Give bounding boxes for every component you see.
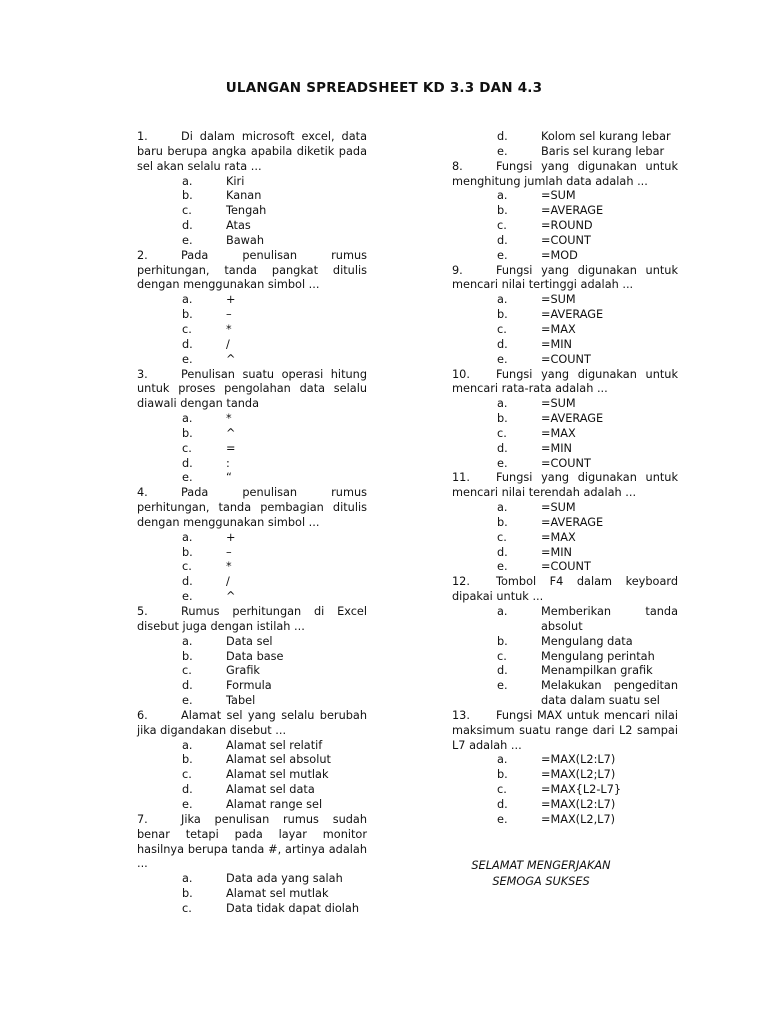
question-number: 9.: [452, 263, 463, 277]
option-text: Baris sel kurang lebar: [541, 144, 665, 158]
option-c: [452, 531, 678, 546]
option-c: [452, 427, 678, 442]
option-text: *: [226, 322, 232, 336]
question-number: 13.: [452, 708, 470, 722]
option-text: *: [226, 412, 232, 426]
option-text: Data sel: [226, 634, 273, 648]
option-b: [452, 635, 678, 650]
option-text: Mengulang data: [541, 634, 633, 648]
option-letter: a.: [182, 174, 193, 188]
option-text: =MAX(L2:L7): [541, 797, 616, 811]
option-a: [137, 872, 367, 887]
question-13: [452, 709, 678, 754]
option-text: =MAX: [541, 426, 576, 440]
option-d: [452, 130, 678, 145]
question-number: 11.: [452, 471, 470, 485]
option-a: [137, 739, 367, 754]
option-c: [137, 902, 367, 917]
option-text: /: [226, 337, 230, 351]
option-e: [452, 679, 678, 709]
option-c: [137, 664, 367, 679]
option-letter: a.: [182, 530, 193, 544]
option-text: Alamat sel mutlak: [226, 768, 329, 782]
option-text: Alamat sel mutlak: [226, 887, 329, 901]
option-letter: c.: [182, 768, 192, 782]
question-number: 4.: [137, 486, 148, 500]
question-7: [137, 813, 367, 872]
option-letter: a.: [497, 753, 508, 767]
option-text: Alamat range sel: [226, 797, 323, 811]
option-text: =MIN: [541, 337, 572, 351]
option-letter: b.: [497, 204, 508, 218]
option-letter: c.: [182, 901, 192, 915]
option-letter: b.: [182, 649, 193, 663]
question-1: [137, 130, 367, 175]
option-c: [137, 768, 367, 783]
option-letter: c.: [182, 560, 192, 574]
option-letter: d.: [182, 783, 193, 797]
option-text: Data tidak dapat diolah: [226, 901, 360, 915]
option-letter: d.: [182, 337, 193, 351]
option-text: =AVERAGE: [541, 308, 604, 322]
option-d: [452, 546, 678, 561]
question-number: 12.: [452, 575, 470, 589]
option-b: [137, 546, 367, 561]
right-column: [452, 130, 678, 828]
option-letter: b.: [182, 545, 193, 559]
option-d: [452, 234, 678, 249]
option-d: [452, 664, 678, 679]
question-text: Tombol F4 dalam keyboard dipakai untuk ...: [452, 575, 678, 604]
option-text: =AVERAGE: [541, 515, 604, 529]
option-b: [452, 204, 678, 219]
question-9: [452, 264, 678, 294]
option-text: =SUM: [541, 293, 576, 307]
option-letter: c.: [182, 204, 192, 218]
option-letter: e.: [182, 352, 193, 366]
option-text: Kiri: [226, 174, 245, 188]
option-d: [452, 442, 678, 457]
option-letter: e.: [182, 694, 193, 708]
option-letter: e.: [497, 456, 508, 470]
page-title: ULANGAN SPREADSHEET KD 3.3 DAN 4.3: [225, 80, 543, 96]
question-5: [137, 605, 367, 635]
option-letter: a.: [182, 293, 193, 307]
option-e: [452, 560, 678, 575]
option-text: =: [226, 441, 236, 455]
option-text: ^: [226, 590, 236, 604]
option-letter: c.: [497, 783, 507, 797]
option-letter: d.: [182, 456, 193, 470]
option-c: [137, 323, 367, 338]
option-text: =MAX{L2-L7}: [541, 783, 622, 797]
question-11: [452, 471, 678, 501]
option-text: “: [226, 471, 232, 485]
option-e: [137, 694, 367, 709]
option-c: [137, 560, 367, 575]
option-text: =SUM: [541, 189, 576, 203]
option-letter: b.: [497, 412, 508, 426]
option-text: =MAX: [541, 530, 576, 544]
option-text: =MAX(L2:L7): [541, 753, 616, 767]
option-c: [137, 204, 367, 219]
option-e: [452, 145, 678, 160]
option-text: =AVERAGE: [541, 412, 604, 426]
option-letter: d.: [497, 233, 508, 247]
option-letter: d.: [497, 664, 508, 678]
option-text: =COUNT: [541, 233, 591, 247]
option-b: [137, 189, 367, 204]
option-text: =MAX: [541, 322, 576, 336]
closing-line-1: SELAMAT MENGERJAKAN: [471, 859, 611, 872]
option-letter: d.: [497, 545, 508, 559]
option-text: =MOD: [541, 248, 578, 262]
option-text: Melakukan pengeditan data dalam suatu sel: [541, 679, 678, 708]
question-number: 6.: [137, 708, 148, 722]
question-number: 7.: [137, 812, 148, 826]
option-text: Tabel: [226, 694, 256, 708]
question-text: Fungsi yang digunakan untuk mencari nilai terendah adalah ...: [452, 471, 678, 500]
option-letter: b.: [497, 634, 508, 648]
option-letter: c.: [497, 322, 507, 336]
option-a: [452, 605, 678, 635]
option-letter: e.: [497, 144, 508, 158]
option-letter: a.: [182, 738, 193, 752]
option-b: [137, 887, 367, 902]
question-4: [137, 486, 367, 531]
option-text: =AVERAGE: [541, 204, 604, 218]
option-letter: a.: [497, 189, 508, 203]
option-letter: e.: [497, 560, 508, 574]
option-letter: b.: [182, 887, 193, 901]
question-text: Pada penulisan rumus perhitungan, tanda pangkat ditulis dengan menggunakan simbol ...: [137, 248, 367, 292]
option-text: Tengah: [226, 204, 267, 218]
option-text: Memberikan tanda absolut: [541, 605, 678, 633]
option-letter: a.: [182, 634, 193, 648]
option-c: [137, 442, 367, 457]
option-letter: e.: [497, 352, 508, 366]
option-a: [452, 189, 678, 204]
option-e: [137, 798, 367, 813]
question-text: Jika penulisan rumus sudah benar tetapi pada layar monitor hasilnya berupa tanda #, artinya adalah ...: [137, 812, 367, 871]
option-c: [452, 323, 678, 338]
option-d: [137, 783, 367, 798]
question-number: 5.: [137, 605, 148, 618]
option-b: [452, 768, 678, 783]
option-letter: d.: [497, 441, 508, 455]
option-letter: b.: [182, 308, 193, 322]
option-e: [137, 353, 367, 368]
option-letter: c.: [497, 219, 507, 233]
option-letter: c.: [182, 441, 192, 455]
option-text: Alamat sel data: [226, 783, 315, 797]
option-a: [137, 293, 367, 308]
option-letter: e.: [182, 590, 193, 604]
option-letter: e.: [182, 233, 193, 247]
option-c: [452, 650, 678, 665]
question-number: 2.: [137, 248, 148, 262]
question-number: 3.: [137, 367, 148, 381]
option-letter: a.: [497, 605, 508, 618]
option-text: Kolom sel kurang lebar: [541, 130, 671, 143]
question-10: [452, 368, 678, 398]
option-d: [137, 338, 367, 353]
option-letter: d.: [182, 219, 193, 233]
option-a: [137, 412, 367, 427]
question-text: Fungsi yang digunakan untuk menghitung jumlah data adalah ...: [452, 159, 678, 188]
option-d: [137, 219, 367, 234]
question-number: 1.: [137, 130, 148, 143]
option-d: [137, 679, 367, 694]
option-text: =ROUND: [541, 219, 593, 233]
question-8: [452, 160, 678, 190]
option-a: [452, 753, 678, 768]
option-letter: d.: [497, 797, 508, 811]
option-b: [137, 427, 367, 442]
option-text: =COUNT: [541, 352, 591, 366]
option-text: ^: [226, 426, 236, 440]
option-b: [137, 308, 367, 323]
option-d: [452, 798, 678, 813]
question-text: Fungsi yang digunakan untuk mencari nilai tertinggi adalah ...: [452, 263, 678, 292]
option-letter: d.: [182, 679, 193, 693]
option-text: ^: [226, 352, 236, 366]
option-text: =MIN: [541, 441, 572, 455]
option-e: [137, 234, 367, 249]
option-letter: b.: [497, 768, 508, 782]
option-a: [137, 635, 367, 650]
option-e: [452, 457, 678, 472]
option-letter: b.: [182, 189, 193, 203]
option-letter: c.: [182, 322, 192, 336]
option-e: [137, 590, 367, 605]
option-b: [137, 753, 367, 768]
option-letter: a.: [497, 293, 508, 307]
question-number: 8.: [452, 159, 463, 173]
option-letter: b.: [497, 515, 508, 529]
option-b: [452, 308, 678, 323]
option-letter: d.: [497, 337, 508, 351]
question-text: Rumus perhitungan di Excel disebut juga dengan istilah ...: [137, 605, 367, 633]
option-text: =COUNT: [541, 560, 591, 574]
question-text: Pada penulisan rumus perhitungan, tanda pembagian ditulis dengan menggunakan simbol ...: [137, 486, 367, 529]
option-text: Alamat sel absolut: [226, 753, 331, 767]
closing-line-2: SEMOGA SUKSES: [492, 875, 590, 888]
option-text: –: [226, 545, 232, 559]
option-text: Data base: [226, 649, 284, 663]
option-letter: c.: [497, 530, 507, 544]
option-text: =SUM: [541, 397, 576, 411]
option-text: *: [226, 560, 232, 574]
option-text: +: [226, 530, 236, 544]
option-text: :: [226, 456, 230, 470]
option-letter: e.: [497, 679, 508, 693]
option-text: Grafik: [226, 664, 260, 678]
option-letter: b.: [497, 308, 508, 322]
option-a: [452, 293, 678, 308]
option-text: Bawah: [226, 233, 264, 247]
option-text: +: [226, 293, 236, 307]
option-a: [137, 531, 367, 546]
option-letter: b.: [182, 753, 193, 767]
question-3: [137, 368, 367, 413]
option-a: [452, 397, 678, 412]
option-text: =MIN: [541, 545, 572, 559]
left-column: [137, 130, 367, 917]
option-text: Data ada yang salah: [226, 872, 343, 886]
question-text: Alamat sel yang selalu berubah jika digandakan disebut ...: [137, 708, 367, 737]
option-e: [452, 249, 678, 264]
question-6: [137, 709, 367, 739]
option-d: [137, 575, 367, 590]
option-c: [452, 219, 678, 234]
option-letter: a.: [497, 501, 508, 515]
question-12: [452, 575, 678, 605]
question-number: 10.: [452, 367, 470, 381]
option-letter: c.: [497, 649, 507, 663]
option-letter: d.: [497, 130, 508, 143]
option-letter: e.: [497, 248, 508, 262]
option-b: [137, 650, 367, 665]
question-text: Di dalam microsoft excel, data baru berupa angka apabila diketik pada sel akan selalu rata ...: [137, 130, 367, 173]
option-text: =MAX(L2;L7): [541, 768, 616, 782]
option-b: [452, 516, 678, 531]
option-letter: d.: [182, 575, 193, 589]
option-text: =COUNT: [541, 456, 591, 470]
option-text: Mengulang perintah: [541, 649, 655, 663]
option-text: Formula: [226, 679, 272, 693]
option-letter: a.: [182, 872, 193, 886]
option-text: =SUM: [541, 501, 576, 515]
option-text: /: [226, 575, 230, 589]
option-a: [137, 175, 367, 190]
option-letter: b.: [182, 426, 193, 440]
closing-message: [452, 858, 630, 890]
option-letter: e.: [182, 471, 193, 485]
option-e: [452, 353, 678, 368]
option-letter: a.: [497, 397, 508, 411]
question-2: [137, 249, 367, 294]
option-text: Alamat sel relatif: [226, 738, 323, 752]
option-e: [137, 471, 367, 486]
option-d: [137, 457, 367, 472]
option-text: Atas: [226, 219, 251, 233]
option-letter: c.: [497, 426, 507, 440]
option-b: [452, 412, 678, 427]
option-text: Menampilkan grafik: [541, 664, 653, 678]
option-text: =MAX(L2,L7): [541, 812, 616, 826]
option-e: [452, 813, 678, 828]
question-text: Penulisan suatu operasi hitung untuk proses pengolahan data selalu diawali dengan tanda: [137, 367, 367, 411]
option-letter: a.: [182, 412, 193, 426]
option-c: [452, 783, 678, 798]
question-text: Fungsi MAX untuk mencari nilai maksimum suatu range dari L2 sampai L7 adalah ...: [452, 708, 678, 752]
option-text: Kanan: [226, 189, 262, 203]
option-d: [452, 338, 678, 353]
option-a: [452, 501, 678, 516]
option-letter: c.: [182, 664, 192, 678]
option-text: –: [226, 308, 232, 322]
option-letter: e.: [182, 797, 193, 811]
question-text: Fungsi yang digunakan untuk mencari rata-rata adalah ...: [452, 367, 678, 396]
option-letter: e.: [497, 812, 508, 826]
